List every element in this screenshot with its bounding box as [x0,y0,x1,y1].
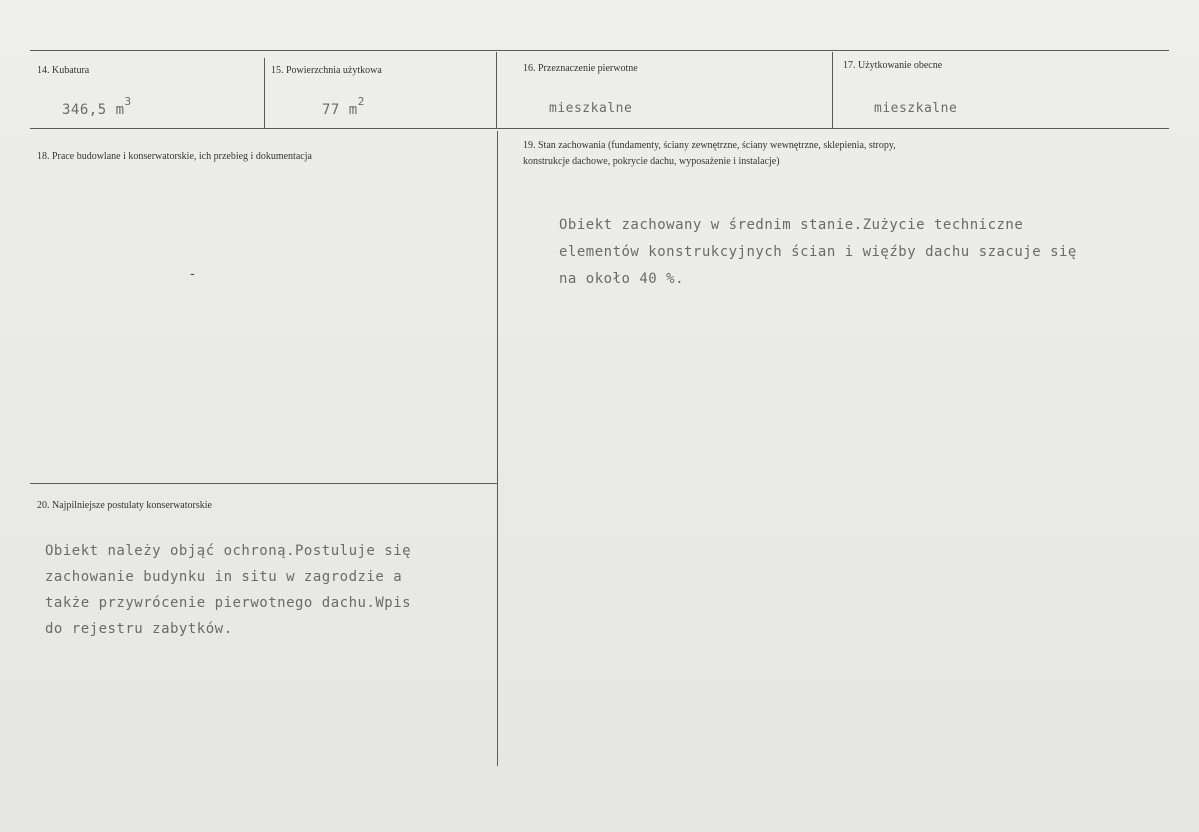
powierzchnia-label: 15. Powierzchnia użytkowa [271,65,382,76]
powierzchnia-number: 77 m [322,102,358,118]
powierzchnia-value [322,95,365,118]
prace-budowlane-label: 18. Prace budowlane i konserwatorskie, ich przebieg i dokumentacja [37,151,312,162]
postulaty-line: zachowanie budynku in situ w zagrodzie a [45,569,403,585]
stan-zachowania-label-line1: 19. Stan zachowania (fundamenty, ściany zewnętrzne, ściany wewnętrzne, sklepienia, stropy, [523,140,896,151]
postulaty-text [45,538,411,642]
przeznaczenie-value: mieszkalne [549,101,633,116]
postulaty-line: do rejestru zabytków. [45,621,233,637]
divider-16-17 [832,52,833,128]
section18-bottom-border [30,483,498,484]
prace-budowlane-value: - [190,266,195,282]
main-column-divider [497,131,498,766]
divider-14-15 [264,58,265,128]
powierzchnia-exponent: 2 [357,95,365,108]
stan-zachowania-line: Obiekt zachowany w średnim stanie.Zużycie techniczne [559,217,1024,233]
postulaty-label: 20. Najpilniejsze postulaty konserwatorskie [37,500,212,511]
postulaty-line: także przywrócenie pierwotnego dachu.Wpis [45,595,412,611]
stan-zachowania-text [559,212,1077,293]
uzytkowanie-label: 17. Użytkowanie obecne [843,60,943,71]
row1-bottom-border [30,128,1169,129]
postulaty-line: Obiekt należy objąć ochroną.Postuluje się [45,543,412,559]
top-border [30,50,1169,51]
uzytkowanie-value: mieszkalne [874,101,958,116]
stan-zachowania-line: na około 40 %. [559,271,685,287]
kubatura-label: 14. Kubatura [37,65,90,76]
przeznaczenie-label: 16. Przeznaczenie pierwotne [523,63,638,74]
kubatura-value [62,95,132,118]
stan-zachowania-line: elementów konstrukcyjnych ścian i więźby dachu szacuje się [559,244,1077,260]
kubatura-number: 346,5 m [62,102,125,118]
kubatura-exponent: 3 [124,95,132,108]
stan-zachowania-label-line2: konstrukcje dachowe, pokrycie dachu, wyposażenie i instalacje) [523,156,780,167]
divider-15-16 [496,52,497,128]
